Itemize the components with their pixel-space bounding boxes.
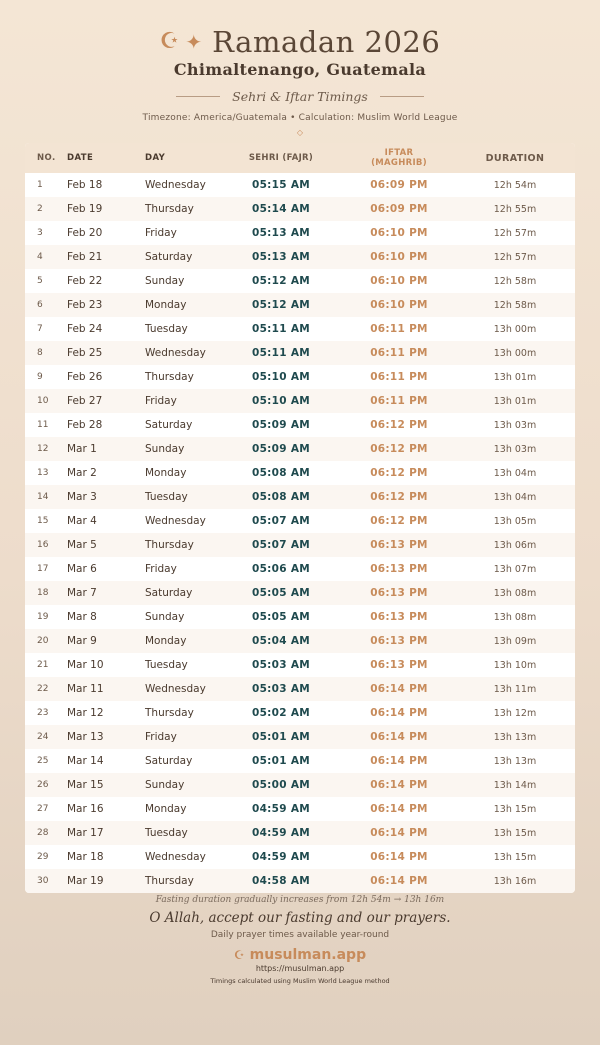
row-iftar-time: 06:09 PM	[370, 179, 428, 191]
row-number: 26	[37, 780, 49, 790]
row-date: Feb 24	[67, 323, 103, 335]
row-day: Wednesday	[145, 179, 206, 191]
row-day: Saturday	[145, 587, 193, 599]
row-date: Feb 25	[67, 347, 103, 359]
row-day: Wednesday	[145, 347, 206, 359]
row-date: Mar 7	[67, 587, 97, 599]
row-date: Feb 20	[67, 227, 103, 239]
divider-line-left	[176, 96, 220, 97]
row-date: Mar 8	[67, 611, 97, 623]
header-no: NO.	[37, 153, 56, 163]
table-body	[25, 173, 575, 893]
row-number: 6	[37, 300, 43, 310]
row-day: Monday	[145, 635, 187, 647]
row-sehri-time: 04:59 AM	[251, 851, 311, 863]
row-number: 7	[37, 324, 43, 334]
row-duration: 13h 01m	[493, 395, 537, 407]
row-date: Feb 18	[67, 179, 103, 191]
table-row	[25, 773, 575, 797]
row-number: 16	[37, 540, 49, 550]
table-row	[25, 557, 575, 581]
table-row	[25, 533, 575, 557]
row-day: Monday	[145, 299, 187, 311]
row-sehri-time: 04:59 AM	[251, 803, 311, 815]
divider-line-right	[380, 96, 424, 97]
row-day: Tuesday	[145, 827, 188, 839]
row-iftar-time: 06:14 PM	[370, 779, 428, 791]
row-day: Thursday	[145, 203, 194, 215]
row-date: Feb 22	[67, 275, 103, 287]
header-iftar: IFTAR (MAGHRIB)	[371, 148, 427, 168]
row-iftar-time: 06:12 PM	[370, 443, 428, 455]
method-note: Timings calculated using Muslim World League method	[210, 977, 390, 985]
row-number: 5	[37, 276, 43, 286]
row-date: Mar 12	[67, 707, 104, 719]
row-iftar-time: 06:13 PM	[370, 659, 428, 671]
row-date: Mar 10	[67, 659, 104, 671]
row-iftar-time: 06:10 PM	[370, 251, 428, 263]
row-date: Mar 5	[67, 539, 97, 551]
table-row	[25, 509, 575, 533]
row-iftar-time: 06:14 PM	[370, 875, 428, 887]
row-day: Tuesday	[145, 659, 188, 671]
row-iftar-time: 06:13 PM	[370, 563, 428, 575]
row-day: Sunday	[145, 779, 185, 791]
row-number: 19	[37, 612, 49, 622]
row-duration: 13h 03m	[493, 419, 537, 431]
duration-note: Fasting duration gradually increases from 12h 54m → 13h 16m	[155, 895, 445, 905]
row-day: Sunday	[145, 611, 185, 623]
table-row	[25, 845, 575, 869]
row-number: 9	[37, 372, 43, 382]
row-date: Mar 13	[67, 731, 104, 743]
row-date: Mar 17	[67, 827, 104, 839]
row-iftar-time: 06:12 PM	[370, 419, 428, 431]
row-date: Mar 11	[67, 683, 104, 695]
row-date: Mar 18	[67, 851, 104, 863]
table-header	[25, 143, 575, 173]
row-iftar-time: 06:14 PM	[370, 755, 428, 767]
table-row	[25, 677, 575, 701]
row-number: 1	[37, 180, 43, 190]
subtitle-row	[0, 89, 600, 104]
row-sehri-time: 05:06 AM	[251, 563, 311, 575]
row-date: Feb 27	[67, 395, 103, 407]
row-duration: 13h 15m	[493, 851, 537, 863]
table-row	[25, 653, 575, 677]
row-duration: 12h 58m	[493, 275, 537, 287]
row-date: Mar 16	[67, 803, 104, 815]
table-row	[25, 221, 575, 245]
row-duration: 13h 03m	[493, 443, 537, 455]
row-iftar-time: 06:14 PM	[370, 851, 428, 863]
row-iftar-time: 06:13 PM	[370, 611, 428, 623]
row-day: Sunday	[145, 443, 185, 455]
table-row	[25, 341, 575, 365]
row-day: Sunday	[145, 275, 185, 287]
table-row	[25, 389, 575, 413]
row-number: 28	[37, 828, 49, 838]
row-sehri-time: 05:08 AM	[251, 491, 311, 503]
row-iftar-time: 06:10 PM	[370, 299, 428, 311]
row-iftar-time: 06:11 PM	[370, 347, 428, 359]
row-duration: 13h 15m	[493, 827, 537, 839]
row-duration: 13h 00m	[493, 347, 537, 359]
row-sehri-time: 05:04 AM	[251, 635, 311, 647]
row-day: Friday	[145, 563, 177, 575]
row-day: Wednesday	[145, 683, 206, 695]
row-duration: 13h 09m	[493, 635, 537, 647]
row-sehri-time: 05:07 AM	[251, 539, 311, 551]
row-date: Feb 28	[67, 419, 103, 431]
row-date: Mar 4	[67, 515, 97, 527]
row-sehri-time: 05:00 AM	[251, 779, 311, 791]
table-row	[25, 725, 575, 749]
row-date: Feb 21	[67, 251, 103, 263]
row-duration: 13h 04m	[493, 491, 537, 503]
row-duration: 12h 54m	[493, 179, 537, 191]
table-row	[25, 461, 575, 485]
row-day: Monday	[145, 803, 187, 815]
header-duration: DURATION	[485, 152, 545, 164]
row-iftar-time: 06:14 PM	[370, 731, 428, 743]
row-sehri-time: 05:13 AM	[251, 227, 311, 239]
row-duration: 13h 04m	[493, 467, 537, 479]
row-sehri-time: 04:59 AM	[251, 827, 311, 839]
row-number: 18	[37, 588, 49, 598]
row-sehri-time: 05:01 AM	[251, 755, 311, 767]
table-row	[25, 245, 575, 269]
row-sehri-time: 05:07 AM	[251, 515, 311, 527]
row-sehri-time: 05:09 AM	[251, 443, 311, 455]
table-row	[25, 605, 575, 629]
row-date: Mar 19	[67, 875, 104, 887]
row-number: 23	[37, 708, 49, 718]
row-iftar-time: 06:13 PM	[370, 539, 428, 551]
table-row	[25, 269, 575, 293]
row-duration: 12h 57m	[493, 251, 537, 263]
row-day: Thursday	[145, 539, 194, 551]
row-sehri-time: 05:14 AM	[251, 203, 311, 215]
row-duration: 13h 13m	[493, 731, 537, 743]
table-row	[25, 629, 575, 653]
table-row	[25, 749, 575, 773]
row-day: Thursday	[145, 371, 194, 383]
row-number: 20	[37, 636, 49, 646]
row-number: 25	[37, 756, 49, 766]
row-duration: 13h 15m	[493, 803, 537, 815]
crescent-moon-icon: ☪	[159, 29, 180, 54]
row-date: Mar 1	[67, 443, 97, 455]
availability-text: Daily prayer times available year-round	[210, 930, 390, 940]
row-duration: 13h 08m	[493, 611, 537, 623]
row-iftar-time: 06:11 PM	[370, 395, 428, 407]
row-iftar-time: 06:10 PM	[370, 227, 428, 239]
row-number: 29	[37, 852, 49, 862]
row-number: 15	[37, 516, 49, 526]
row-number: 14	[37, 492, 49, 502]
row-day: Tuesday	[145, 323, 188, 335]
row-iftar-time: 06:11 PM	[370, 371, 428, 383]
table-row	[25, 581, 575, 605]
header-date: DATE	[67, 153, 94, 163]
row-date: Mar 3	[67, 491, 97, 503]
row-duration: 12h 55m	[493, 203, 537, 215]
star-icon: ✦	[185, 30, 203, 54]
location-label: Chimaltenango, Guatemala	[173, 60, 427, 79]
table-row	[25, 365, 575, 389]
subtitle: Sehri & Iftar Timings	[232, 89, 368, 104]
row-day: Friday	[145, 227, 177, 239]
row-date: Mar 2	[67, 467, 97, 479]
row-iftar-time: 06:13 PM	[370, 587, 428, 599]
row-duration: 13h 10m	[493, 659, 537, 671]
row-duration: 12h 57m	[493, 227, 537, 239]
table-row	[25, 317, 575, 341]
row-date: Feb 19	[67, 203, 103, 215]
row-sehri-time: 05:09 AM	[251, 419, 311, 431]
row-iftar-time: 06:12 PM	[370, 467, 428, 479]
row-iftar-time: 06:09 PM	[370, 203, 428, 215]
row-duration: 13h 05m	[493, 515, 537, 527]
row-sehri-time: 05:05 AM	[251, 611, 311, 623]
row-number: 11	[37, 420, 49, 430]
row-number: 27	[37, 804, 49, 814]
row-date: Feb 26	[67, 371, 103, 383]
row-duration: 13h 01m	[493, 371, 537, 383]
row-day: Saturday	[145, 755, 193, 767]
table-row	[25, 437, 575, 461]
row-day: Tuesday	[145, 491, 188, 503]
row-sehri-time: 05:02 AM	[251, 707, 311, 719]
row-date: Mar 14	[67, 755, 104, 767]
row-date: Mar 6	[67, 563, 97, 575]
row-date: Mar 9	[67, 635, 97, 647]
timings-table	[25, 143, 575, 893]
header-sehri: SEHRI (FAJR)	[248, 153, 314, 163]
row-number: 30	[37, 876, 49, 886]
dua-text: O Allah, accept our fasting and our prayers.	[149, 910, 451, 926]
row-sehri-time: 05:12 AM	[251, 299, 311, 311]
row-day: Saturday	[145, 419, 193, 431]
row-number: 17	[37, 564, 49, 574]
brand-name[interactable]: musulman.app	[249, 947, 367, 963]
row-iftar-time: 06:12 PM	[370, 491, 428, 503]
row-number: 22	[37, 684, 49, 694]
table-row	[25, 485, 575, 509]
row-day: Thursday	[145, 707, 194, 719]
row-iftar-time: 06:13 PM	[370, 635, 428, 647]
page-header	[0, 0, 600, 140]
row-number: 3	[37, 228, 43, 238]
table-row	[25, 197, 575, 221]
header-day: DAY	[145, 153, 166, 163]
row-sehri-time: 05:10 AM	[251, 371, 311, 383]
row-duration: 12h 58m	[493, 299, 537, 311]
row-duration: 13h 16m	[493, 875, 537, 887]
row-day: Wednesday	[145, 851, 206, 863]
row-duration: 13h 12m	[493, 707, 537, 719]
row-sehri-time: 05:13 AM	[251, 251, 311, 263]
table-row	[25, 797, 575, 821]
row-iftar-time: 06:14 PM	[370, 827, 428, 839]
row-sehri-time: 05:10 AM	[251, 395, 311, 407]
row-number: 4	[37, 252, 43, 262]
row-number: 24	[37, 732, 49, 742]
timezone-meta: Timezone: America/Guatemala • Calculation: Muslim World League	[142, 113, 458, 123]
row-duration: 13h 08m	[493, 587, 537, 599]
row-sehri-time: 04:58 AM	[251, 875, 311, 887]
row-sehri-time: 05:03 AM	[251, 683, 311, 695]
row-day: Thursday	[145, 875, 194, 887]
table-row	[25, 869, 575, 893]
row-duration: 13h 14m	[493, 779, 537, 791]
row-day: Wednesday	[145, 515, 206, 527]
row-duration: 13h 06m	[493, 539, 537, 551]
row-sehri-time: 05:03 AM	[251, 659, 311, 671]
website-url[interactable]: https://musulman.app	[255, 964, 345, 973]
row-number: 21	[37, 660, 49, 670]
row-duration: 13h 07m	[493, 563, 537, 575]
table-row	[25, 701, 575, 725]
page-title: Ramadan 2026	[212, 24, 441, 59]
row-day: Saturday	[145, 251, 193, 263]
row-day: Monday	[145, 467, 187, 479]
row-day: Friday	[145, 395, 177, 407]
table-row	[25, 413, 575, 437]
diamond-icon: ◇	[296, 128, 304, 137]
row-duration: 13h 13m	[493, 755, 537, 767]
row-sehri-time: 05:11 AM	[251, 323, 311, 335]
row-day: Friday	[145, 731, 177, 743]
brand-row[interactable]	[0, 947, 600, 963]
row-duration: 13h 11m	[493, 683, 537, 695]
row-date: Feb 23	[67, 299, 103, 311]
row-iftar-time: 06:14 PM	[370, 803, 428, 815]
row-iftar-time: 06:14 PM	[370, 683, 428, 695]
table-row	[25, 173, 575, 197]
row-sehri-time: 05:15 AM	[251, 179, 311, 191]
row-number: 2	[37, 204, 43, 214]
table-row	[25, 293, 575, 317]
row-number: 13	[37, 468, 49, 478]
row-sehri-time: 05:05 AM	[251, 587, 311, 599]
row-number: 12	[37, 444, 49, 454]
row-sehri-time: 05:12 AM	[251, 275, 311, 287]
row-number: 8	[37, 348, 43, 358]
title-row	[0, 24, 600, 60]
crescent-moon-icon: ☪	[233, 948, 245, 962]
row-sehri-time: 05:01 AM	[251, 731, 311, 743]
row-sehri-time: 05:11 AM	[251, 347, 311, 359]
table-row	[25, 821, 575, 845]
row-date: Mar 15	[67, 779, 104, 791]
row-iftar-time: 06:11 PM	[370, 323, 428, 335]
row-sehri-time: 05:08 AM	[251, 467, 311, 479]
row-number: 10	[37, 396, 49, 406]
row-iftar-time: 06:14 PM	[370, 707, 428, 719]
row-iftar-time: 06:10 PM	[370, 275, 428, 287]
row-duration: 13h 00m	[493, 323, 537, 335]
page-footer	[0, 895, 600, 985]
row-iftar-time: 06:12 PM	[370, 515, 428, 527]
